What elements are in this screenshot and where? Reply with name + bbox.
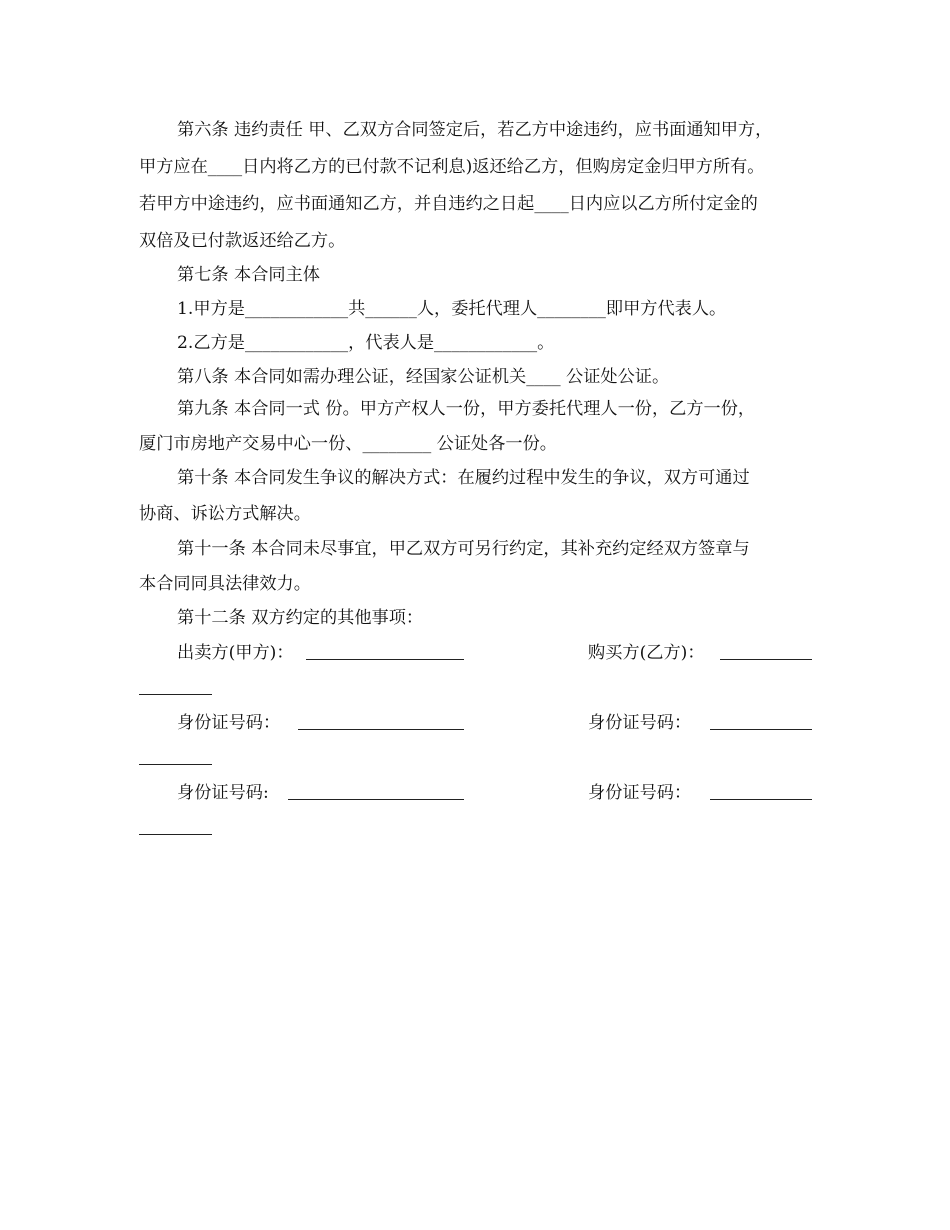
article-7-title: 第七条 本合同主体 — [177, 265, 320, 285]
article-11-line-1: 第十一条 本合同未尽事宜，甲乙双方可另行约定，其补充约定经双方签章与 — [177, 539, 750, 559]
article-9-line-2: 厦门市房地产交易中心一份、________ 公证处各一份。 — [139, 434, 557, 454]
article-10-line-2: 协商、诉讼方式解决。 — [139, 504, 311, 524]
signature-line-continuation-3 — [139, 834, 212, 835]
article-6-line-3: 若甲方中途违约，应书面通知乙方，并自违约之日起____日内应以乙方所付定金的 — [139, 194, 758, 214]
article-7-item-1: 1.甲方是____________共______人，委托代理人________即甲方代表人。 — [177, 299, 727, 319]
signature-line-continuation-2 — [139, 764, 212, 765]
buyer-id-label: 身份证号码： — [588, 713, 692, 733]
buyer-id-line-2[interactable] — [710, 799, 812, 800]
seller-id-label: 身份证号码： — [177, 713, 281, 733]
article-9-line-1: 第九条 本合同一式 份。甲方产权人一份，甲方委托代理人一份，乙方一份， — [177, 399, 756, 419]
buyer-id-line[interactable] — [710, 729, 812, 730]
seller-signature-line[interactable] — [306, 659, 464, 660]
article-6-line-1: 第六条 违约责任 甲、乙双方合同签定后，若乙方中途违约，应书面通知甲方， — [177, 120, 773, 140]
article-6-line-4: 双倍及已付款返还给乙方。 — [139, 231, 346, 251]
article-11-line-2: 本合同同具法律效力。 — [139, 574, 311, 594]
article-6-line-2: 甲方应在____日内将乙方的已付款不记利息)返还给乙方，但购房定金归甲方所有。 — [139, 157, 765, 177]
buyer-label: 购买方(乙方)： — [588, 643, 705, 663]
article-8-line-1: 第八条 本合同如需办理公证，经国家公证机关____ 公证处公证。 — [177, 367, 670, 387]
seller-id-line[interactable] — [298, 729, 464, 730]
buyer-signature-line[interactable] — [720, 659, 812, 660]
signature-line-continuation-1 — [139, 694, 212, 695]
article-12-title: 第十二条 双方约定的其他事项： — [177, 608, 424, 628]
article-10-line-1: 第十条 本合同发生争议的解决方式：在履约过程中发生的争议，双方可通过 — [177, 468, 750, 488]
seller-label: 出卖方(甲方)： — [177, 643, 294, 663]
article-7-item-2: 2.乙方是____________，代表人是____________。 — [177, 333, 555, 353]
seller-id-label-2: 身份证号码: — [177, 783, 269, 803]
seller-id-line-2[interactable] — [288, 799, 464, 800]
buyer-id-label-2: 身份证号码： — [588, 783, 692, 803]
